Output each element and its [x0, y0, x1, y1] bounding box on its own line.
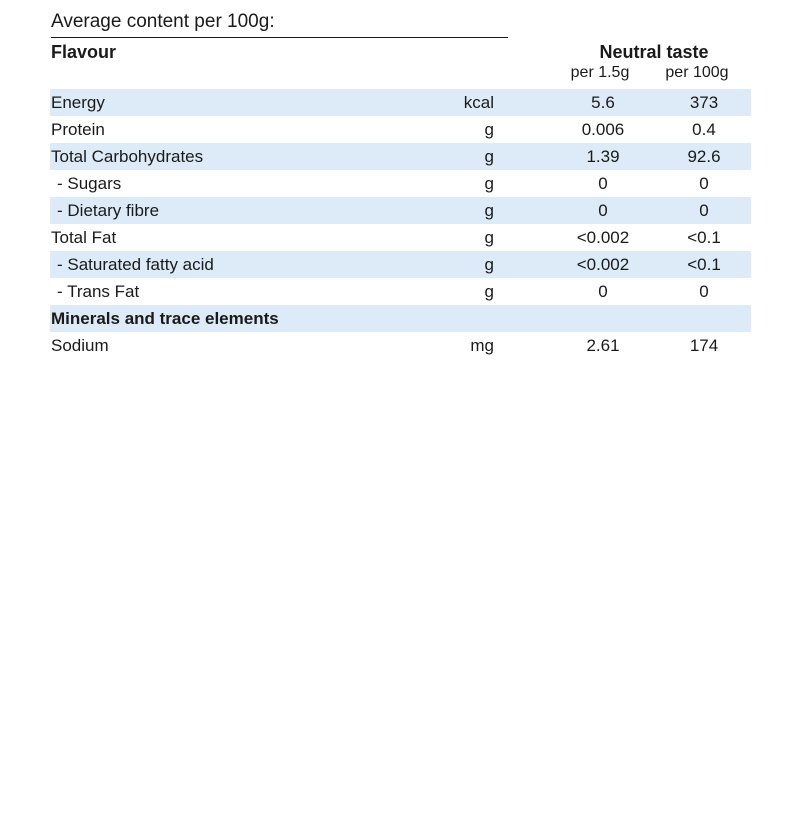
value-per-100g: <0.1 — [687, 228, 721, 247]
value-per-serving: 0 — [598, 174, 608, 193]
value-per-serving: <0.002 — [576, 255, 630, 274]
nutrient-name: - Trans Fat — [57, 282, 140, 301]
nutrient-name: Protein — [51, 120, 105, 139]
nutrition-table — [50, 89, 751, 359]
nutrient-unit: g — [484, 174, 494, 193]
nutrient-unit: g — [484, 282, 494, 301]
nutrient-name: Total Carbohydrates — [51, 147, 204, 166]
flavour-label: Flavour — [51, 42, 117, 62]
nutrient-unit: g — [484, 120, 494, 139]
value-per-100g: 0.4 — [692, 120, 716, 139]
nutrient-unit: g — [484, 201, 494, 220]
table-row-energy — [50, 89, 751, 116]
table-row-trans-fat — [50, 278, 751, 305]
value-per-serving: 0 — [598, 201, 608, 220]
column-header-per-serving: per 1.5g — [570, 64, 630, 81]
table-row-total-carbohydrates — [50, 143, 751, 170]
value-per-100g: 373 — [689, 93, 719, 112]
table-row-sodium — [50, 332, 751, 359]
value-per-serving: 0.006 — [581, 120, 625, 139]
value-per-serving: 1.39 — [586, 147, 620, 166]
value-per-serving: 5.6 — [591, 93, 615, 112]
table-row-sugars — [50, 170, 751, 197]
value-per-100g: 174 — [689, 336, 719, 355]
value-per-serving: 0 — [598, 282, 608, 301]
nutrient-name: - Sugars — [57, 174, 122, 193]
nutrient-name: Energy — [51, 93, 105, 112]
flavour-name: Neutral taste — [599, 42, 709, 62]
value-per-100g: <0.1 — [687, 255, 721, 274]
nutrient-unit: g — [484, 147, 494, 166]
value-per-serving: 2.61 — [586, 336, 620, 355]
table-title: Average content per 100g: — [51, 11, 508, 38]
nutrient-unit: kcal — [463, 93, 494, 112]
value-per-100g: 0 — [699, 174, 709, 193]
nutrient-unit: g — [484, 255, 494, 274]
nutrient-name: - Saturated fatty acid — [57, 255, 214, 274]
value-per-100g: 92.6 — [687, 147, 721, 166]
table-row-total-fat — [50, 224, 751, 251]
section-row-minerals — [50, 305, 751, 332]
table-row-dietary-fibre — [50, 197, 751, 224]
nutrient-unit: mg — [470, 336, 494, 355]
nutrient-unit: g — [484, 228, 494, 247]
nutrient-name: - Dietary fibre — [57, 201, 160, 220]
nutrient-name: Sodium — [51, 336, 109, 355]
value-per-100g: 0 — [699, 282, 709, 301]
section-heading: Minerals and trace elements — [51, 309, 279, 328]
value-per-serving: <0.002 — [576, 228, 630, 247]
column-header-per-100g: per 100g — [665, 64, 729, 81]
table-row-saturated-fatty-acid — [50, 251, 751, 278]
nutrient-name: Total Fat — [51, 228, 117, 247]
table-row-protein — [50, 116, 751, 143]
value-per-100g: 0 — [699, 201, 709, 220]
